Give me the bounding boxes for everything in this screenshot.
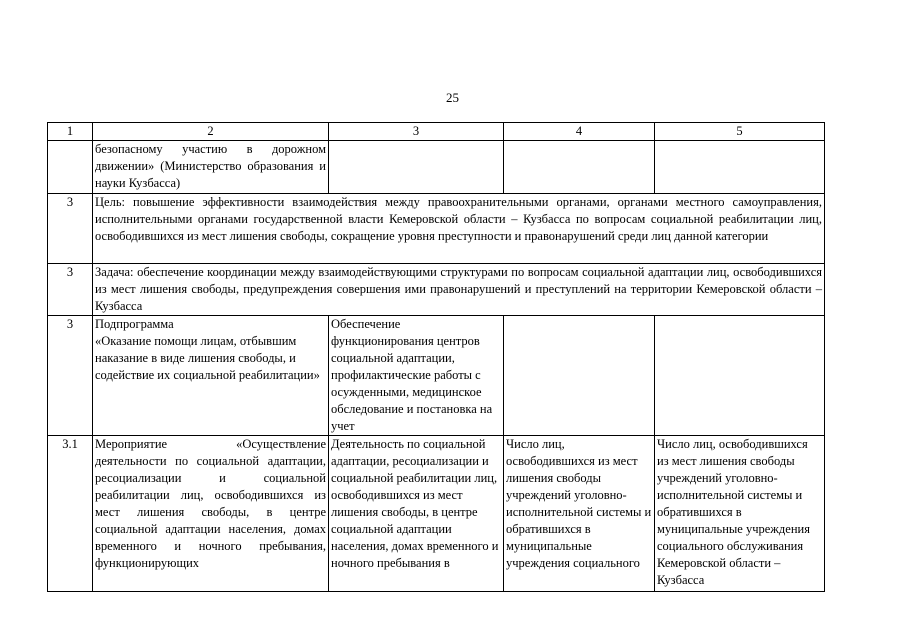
indicator-cell	[504, 316, 655, 436]
row-number-cell: 3.1	[48, 436, 93, 592]
goal-text: Цель: повышение эффективности взаимодействия между правоохранительными органами, органами местного самоуправления, исполнительными органами государственной власти Кемеровской области – Кузбасса по вопросам социальной реабилитации лиц, освободившихся из мест лишения свободы, сокращение уровня преступности и правонарушений среди лиц данной категории	[93, 194, 825, 264]
description-cell: Деятельность по социальной адаптации, ресоциализации и социальной реабилитации лиц, освободившихся из мест лишения свободы, в центре социальной адаптации населения, домах временного и ночного пребывания в	[329, 436, 504, 592]
subprogram-cell: Подпрограмма «Оказание помощи лицам, отбывшим наказание в виде лишения свободы, и содействие их социальной реабилитации»	[93, 316, 329, 436]
row-number-cell: 3	[48, 194, 93, 264]
table-header-row	[48, 123, 825, 141]
event-name-cell: безопасному участию в дорожном движении» (Министерство образования и науки Кузбасса)	[93, 141, 329, 194]
task-text: Задача: обеспечение координации между взаимодействующими структурами по вопросам социальной адаптации лиц, освободившихся из мест лишения свободы, предупреждения совершения ими правонарушений и преступлений на территории Кемеровской области – Кузбасса	[93, 264, 825, 316]
row-number-cell: 3	[48, 316, 93, 436]
row-number-cell: 3	[48, 264, 93, 316]
event-name-cell: Мероприятие «Осуществление деятельности по социальной адаптации, ресоциализации и социальной реабилитации лиц, освободившихся из мест лишения свободы, в центре социальной адаптации населения, домах временного и ночного пребывания, функционирующих	[93, 436, 329, 592]
description-cell: Обеспечение функционирования центров социальной адаптации, профилактические работы с осужденными, медицинское обследование и постановка на учет	[329, 316, 504, 436]
task-row	[48, 264, 825, 316]
description-cell	[329, 141, 504, 194]
table-row	[48, 436, 825, 592]
indicator-detail-cell: Число лиц, освободившихся из мест лишения свободы учреждений уголовно-исполнительной системы и обратившихся в муниципальные учреждения социального обслуживания Кемеровской области – Кузбасса	[655, 436, 825, 592]
table-row	[48, 141, 825, 194]
goal-row	[48, 194, 825, 264]
column-header-4: 4	[504, 123, 655, 141]
row-number-cell	[48, 141, 93, 194]
program-table	[47, 122, 825, 592]
table-row	[48, 316, 825, 436]
column-header-1: 1	[48, 123, 93, 141]
column-header-3: 3	[329, 123, 504, 141]
column-header-5: 5	[655, 123, 825, 141]
indicator-cell: Число лиц, освободившихся из мест лишения свободы учреждений уголовно-исполнительной системы и обратившихся в муниципальные учреждения социального	[504, 436, 655, 592]
column-header-2: 2	[93, 123, 329, 141]
indicator-detail-cell	[655, 141, 825, 194]
indicator-detail-cell	[655, 316, 825, 436]
indicator-cell	[504, 141, 655, 194]
page-number: 25	[446, 90, 459, 105]
